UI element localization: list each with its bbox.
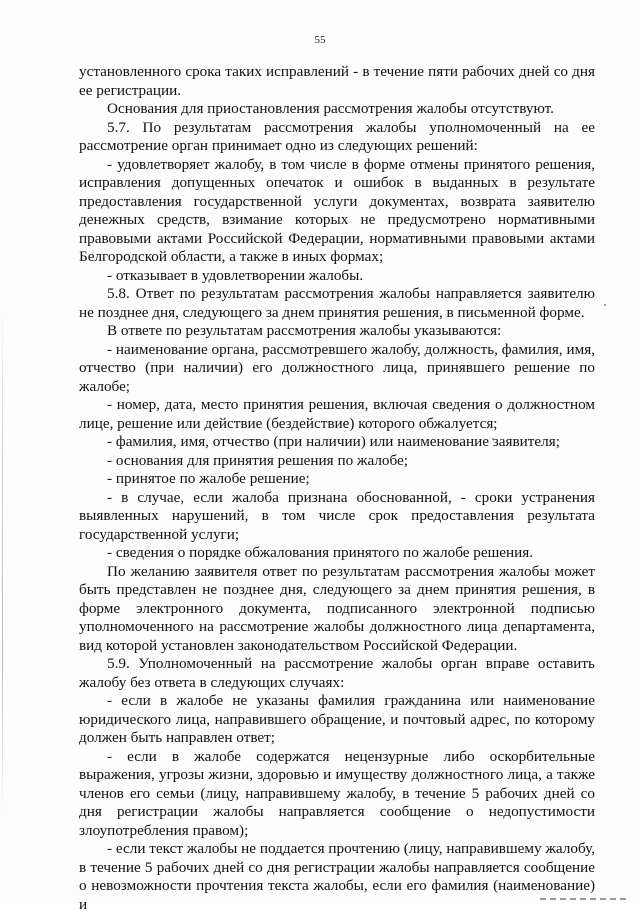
list-item: - сведения о порядке обжалования принятого по жалобе решения. xyxy=(107,544,534,561)
document-body xyxy=(79,63,595,914)
scan-speck xyxy=(604,304,606,306)
list-item: - принятое по жалобе решение; xyxy=(107,470,310,487)
list-item: - удовлетворяет жалобу, в том числе в форме отмены принятого решения, исправления допущенных опечаток и ошибок в выданных в результате предоставления государственной услуги документах, возврата заявителю денежных средств, взимание которых не предусмотрено нормативными правовыми актами Российской Федерации, нормативными правовыми актами Белгородской области, а также в иных формах; xyxy=(79,155,595,265)
paragraph: 5.7. По результатам рассмотрения жалобы уполномоченный на ее рассмотрение орган принимает одно из следующих решений: xyxy=(79,118,595,154)
page-number: 55 xyxy=(314,34,326,46)
list-item: - если в жалобе не указаны фамилия гражданина или наименование юридического лица, направившего обращение, и почтовый адрес, по которому должен быть направлен ответ; xyxy=(79,692,595,746)
list-item: - в случае, если жалоба признана обоснованной, - сроки устранения выявленных нарушений, в том числе срок предоставления результата государственной услуги; xyxy=(79,488,595,543)
paragraph: В ответе по результатам рассмотрения жалобы указываются: xyxy=(107,322,502,339)
list-item: - наименование органа, рассмотревшего жалобу, должность, фамилия, имя, отчество (при наличии) его должностного лица, принявшего решение по жалобе; xyxy=(79,340,595,395)
list-item: - отказывает в удовлетворении жалобы. xyxy=(107,266,364,284)
list-item: - фамилия, имя, отчество (при наличии) или наименование заявителя; xyxy=(107,433,560,450)
paragraph: 5.9. Уполномоченный на рассмотрение жалобы орган вправе оставить жалобу без ответа в следующих случаях: xyxy=(79,655,595,691)
paragraph: По желанию заявителя ответ по результатам рассмотрения жалобы может быть представлен не позднее дня, следующего за днем принятия решения, в форме электронного документа, подписанного электронной подписью уполномоченного на рассмотрение жалобы должностного лица департамента, вид которой установлен законодательством Российской Федерации. xyxy=(79,562,595,654)
scan-edge-mark xyxy=(2,300,3,820)
list-item: - основания для принятия решения по жалобе; xyxy=(107,451,408,469)
paragraph: установленного срока таких исправлений - в течение пяти рабочих дней со дня ее регистрации. xyxy=(79,63,595,99)
list-item: - номер, дата, место принятия решения, включая сведения о должностном лице, решение или действие (бездействие) которого обжалуется; xyxy=(79,396,595,432)
list-item: - если в жалобе содержатся нецензурные либо оскорбительные выражения, угрозы жизни, здоровью и имуществу должностного лица, а также членов его семьи (лицу, направившему жалобу, в течение 5 рабочих дней со дня регистрации жалобы направляется сообщение о недопустимости злоупотребления правом); xyxy=(79,747,595,839)
paragraph: Основания для приостановления рассмотрения жалобы отсутствуют. xyxy=(107,100,554,117)
list-item: - если текст жалобы не поддается прочтению (лицу, направившему жалобу, в течение 5 рабочих дней со дня регистрации жалобы направляется сообщение о невозможности прочтения текста жалобы, если его фамилия (наименование) и xyxy=(79,840,595,913)
paragraph: 5.8. Ответ по результатам рассмотрения жалобы направляется заявителю не позднее дня, следующего за днем принятия решения, в письменной форме. xyxy=(79,285,595,321)
